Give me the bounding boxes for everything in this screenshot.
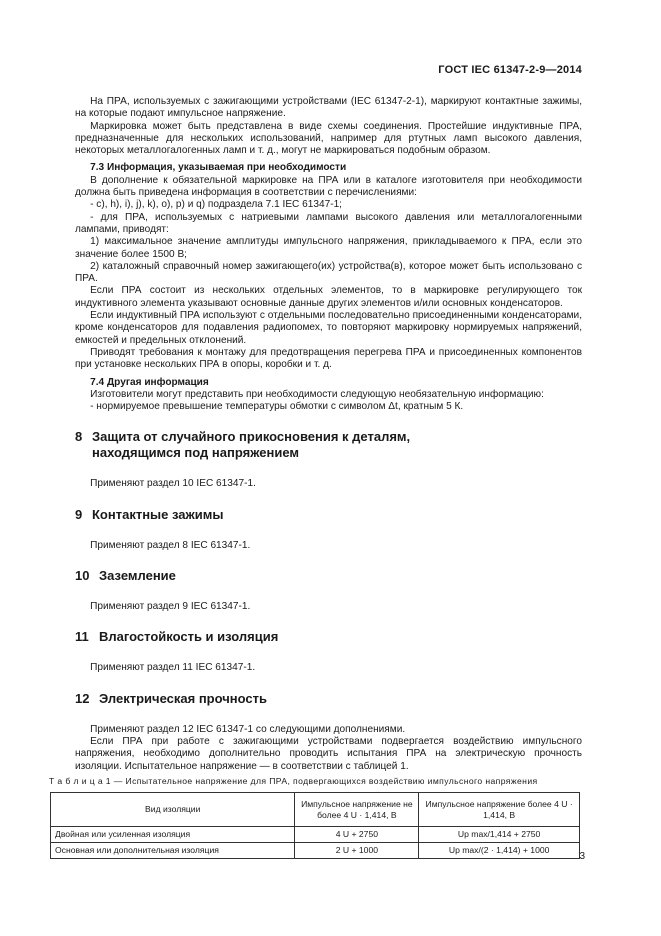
paragraph: На ПРА, используемых с зажигающими устройствами (IEC 61347-2-1), маркируют контактные зажимы, на которые подают импульсное напряжение.: [75, 96, 582, 120]
paragraph: Приводят требования к монтажу для предотвращения перегрева ПРА и присоединенных компонентов при установке нескольких ПРА в опоры, коробки и т. д.: [75, 346, 582, 371]
column-header: Вид изоляции: [51, 793, 295, 827]
list-item: - нормируемое превышение температуры обмотки с символом Δt, кратным 5 К.: [90, 401, 464, 413]
section-number: 11: [75, 629, 89, 645]
subsection-heading-7-4: 7.4 Другая информация: [90, 376, 209, 388]
page-number: 3: [579, 851, 585, 862]
section-heading-8: [75, 429, 582, 461]
paragraph: Применяют раздел 10 IEC 61347-1.: [90, 478, 256, 490]
list-item: - для ПРА, используемых с натриевыми лампами высокого давления или металлогалогенными лампами, приводят:: [75, 211, 582, 235]
list-item: 2) каталожный справочный номер зажигающего(их) устройства(в), которое может быть использовано с ПРА.: [75, 260, 582, 285]
paragraph: В дополнение к обязательной маркировке на ПРА или в каталоге изготовителя при необходимости должна быть приведена информация в соответствии с перечислениями:: [75, 174, 582, 199]
section-title: Заземление: [99, 568, 176, 584]
paragraph: Применяют раздел 9 IEC 61347-1.: [90, 601, 251, 613]
section-number: 12: [75, 690, 90, 706]
paragraph: Если индуктивный ПРА используют с отдельными последовательно присоединенными конденсаторами, кроме конденсаторов для подавления радиопомех, то повторяют маркировку нормируемых напряжений, емкостей и предельных отклонений.: [75, 310, 582, 346]
section-number: 9: [75, 506, 83, 522]
table-cell: Основная или дополнительная изоляция: [51, 843, 295, 859]
paragraph: Изготовители могут представить при необходимости следующую необязательную информацию:: [90, 388, 544, 400]
subsection-heading-7-3: 7.3 Информация, указываемая при необходимости: [90, 162, 347, 174]
table-cell: Up max/(2 · 1,414) + 1000: [419, 843, 580, 859]
section-number: 8: [75, 429, 83, 445]
section-heading-9: [75, 507, 582, 523]
list-item: 1) максимальное значение амплитуды импульсного напряжения, прикладываемого к ПРА, если это значение более 1500 В;: [75, 236, 582, 260]
section-title: Электрическая прочность: [99, 690, 267, 706]
section-heading-12: [75, 691, 582, 707]
column-header: Импульсное напряжение более 4 U · 1,414, В: [419, 793, 580, 827]
table-header-row: [51, 793, 580, 827]
table-cell: 2 U + 1000: [295, 843, 419, 859]
section-title: Защита от случайного прикосновения к деталям,: [92, 429, 411, 445]
paragraph: Применяют раздел 11 IEC 61347-1.: [90, 662, 256, 674]
paragraph: Если ПРА состоит из нескольких отдельных элементов, то в маркировке регулирующего ток индуктивного элемента указывают основные данные других элементов и/или основных конденсаторов.: [75, 285, 582, 309]
section-title: Влагостойкость и изоляция: [99, 629, 279, 645]
section-title: Контактные зажимы: [92, 506, 224, 522]
section-heading-11: [75, 629, 582, 645]
table-caption: Т а б л и ц а 1 — Испытательное напряжение для ПРА, подвергающихся воздействию импульсного напряжения: [49, 775, 538, 786]
paragraph: Применяют раздел 12 IEC 61347-1 со следующими дополнениями.: [90, 723, 406, 735]
paragraph: Если ПРА при работе с зажигающими устройствами подвергается воздействию импульсного напряжения, необходимо дополнительно проводить испытания ПРА на электрическую прочность изоляции. Испытательное напряжение — в соответствии с таблицей 1.: [75, 735, 582, 772]
standard-header: ГОСТ IEC 61347-2-9—2014: [438, 64, 582, 76]
test-voltage-table: [50, 792, 580, 859]
table-cell: Двойная или усиленная изоляция: [51, 827, 295, 843]
page-content: [49, 96, 582, 859]
paragraph: Применяют раздел 8 IEC 61347-1.: [90, 539, 251, 551]
table-row: [51, 827, 580, 843]
section-number: 10: [75, 568, 90, 584]
column-header: Импульсное напряжение не более 4 U · 1,414, В: [295, 793, 419, 827]
section-heading-10: [75, 568, 582, 584]
table-row: [51, 843, 580, 859]
section-title-continued: находящимся под напряжением: [92, 445, 299, 461]
list-item: - с), h), i), j), k), o), p) и q) подраздела 7.1 IEC 61347-1;: [90, 199, 342, 211]
paragraph: Маркировка может быть представлена в виде схемы соединения. Простейшие индуктивные ПРА, предназначенные для нескольких использований, например для ртутных ламп высокого давления, некоторых металлогалогенных ламп и т. д., могут не маркироваться подобным образом.: [75, 120, 582, 157]
table-cell: 4 U + 2750: [295, 827, 419, 843]
table-cell: Up max/1,414 + 2750: [419, 827, 580, 843]
